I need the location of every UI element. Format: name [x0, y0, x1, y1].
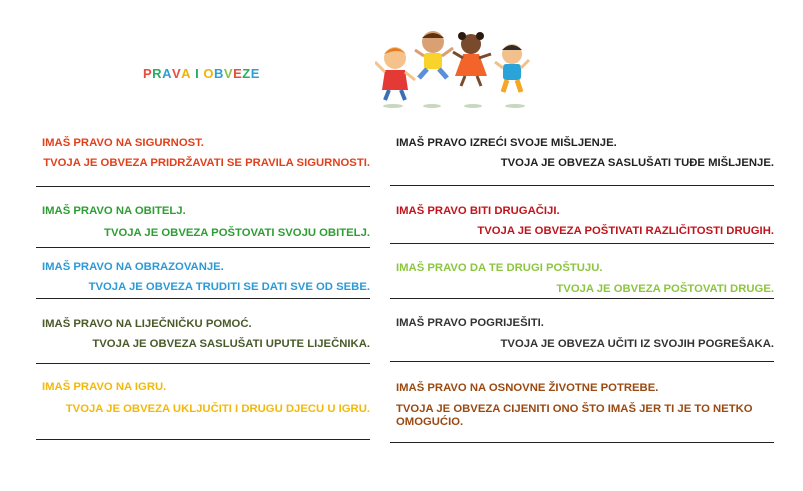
duty-statement: TVOJA JE OBVEZA CIJENITI ONO ŠTO IMAŠ JER TI JE TO NETKO OMOGUĆIO. — [396, 403, 753, 428]
title-letter: V — [171, 66, 182, 81]
divider-line — [36, 439, 370, 440]
title-letter: P — [143, 66, 153, 81]
title-letter: E — [233, 66, 243, 81]
divider-line — [390, 298, 774, 299]
duty-statement: TVOJA JE OBVEZA SASLUŠATI UPUTE LIJEČNIKA. — [92, 338, 370, 350]
duty-statement: TVOJA JE OBVEZA POŠTIVATI RAZLIČITOSTI DRUGIH. — [477, 225, 774, 237]
title-letter: E — [250, 66, 260, 81]
right-statement: IMAŠ PRAVO NA OSNOVNE ŽIVOTNE POTREBE. — [396, 382, 659, 394]
divider-line — [36, 298, 370, 299]
title-letter: A — [181, 66, 192, 81]
right-statement: IMAŠ PRAVO BITI DRUGAČIJI. — [396, 205, 560, 217]
divider-line — [36, 247, 370, 248]
title-letter: B — [214, 66, 224, 81]
title-letter: A — [162, 66, 172, 81]
title-letter: V — [223, 66, 234, 81]
duty-statement: TVOJA JE OBVEZA SASLUŠATI TUĐE MIŠLJENJE. — [500, 157, 774, 169]
duty-statement: TVOJA JE OBVEZA UKLJUČITI I DRUGU DJECU U IGRU. — [65, 403, 370, 415]
right-statement: IMAŠ PRAVO POGRIJEŠITI. — [396, 317, 544, 329]
right-statement: IMAŠ PRAVO NA SIGURNOST. — [42, 137, 204, 149]
divider-line — [36, 186, 370, 187]
title-letter: O — [203, 66, 215, 81]
divider-line — [390, 243, 774, 244]
title-letter: R — [152, 66, 163, 81]
title-letter: Z — [242, 66, 251, 81]
divider-line — [390, 442, 774, 443]
divider-line — [390, 361, 774, 362]
right-statement: IMAŠ PRAVO NA IGRU. — [42, 381, 167, 393]
duty-statement: TVOJA JE OBVEZA POŠTOVATI DRUGE. — [556, 283, 774, 295]
divider-line — [36, 363, 370, 364]
divider-line — [390, 185, 774, 186]
page-title — [143, 66, 260, 81]
right-statement: IMAŠ PRAVO NA LIJEČNIČKU POMOĆ. — [42, 318, 252, 330]
duty-statement: TVOJA JE OBVEZA TRUDITI SE DATI SVE OD SEBE. — [88, 281, 370, 293]
title-letter: I — [195, 66, 200, 81]
right-statement: IMAŠ PRAVO IZREĆI SVOJE MIŠLJENJE. — [396, 137, 617, 149]
right-statement: IMAŠ PRAVO DA TE DRUGI POŠTUJU. — [396, 262, 603, 274]
right-statement: IMAŠ PRAVO NA OBITELJ. — [42, 205, 186, 217]
jumping-children-icon — [375, 28, 535, 112]
right-statement: IMAŠ PRAVO NA OBRAZOVANJE. — [42, 261, 224, 273]
duty-statement: TVOJA JE OBVEZA POŠTOVATI SVOJU OBITELJ. — [104, 227, 370, 239]
duty-statement: TVOJA JE OBVEZA UČITI IZ SVOJIH POGREŠAKA. — [500, 338, 774, 350]
duty-statement: TVOJA JE OBVEZA PRIDRŽAVATI SE PRAVILA SIGURNOSTI. — [43, 157, 370, 169]
